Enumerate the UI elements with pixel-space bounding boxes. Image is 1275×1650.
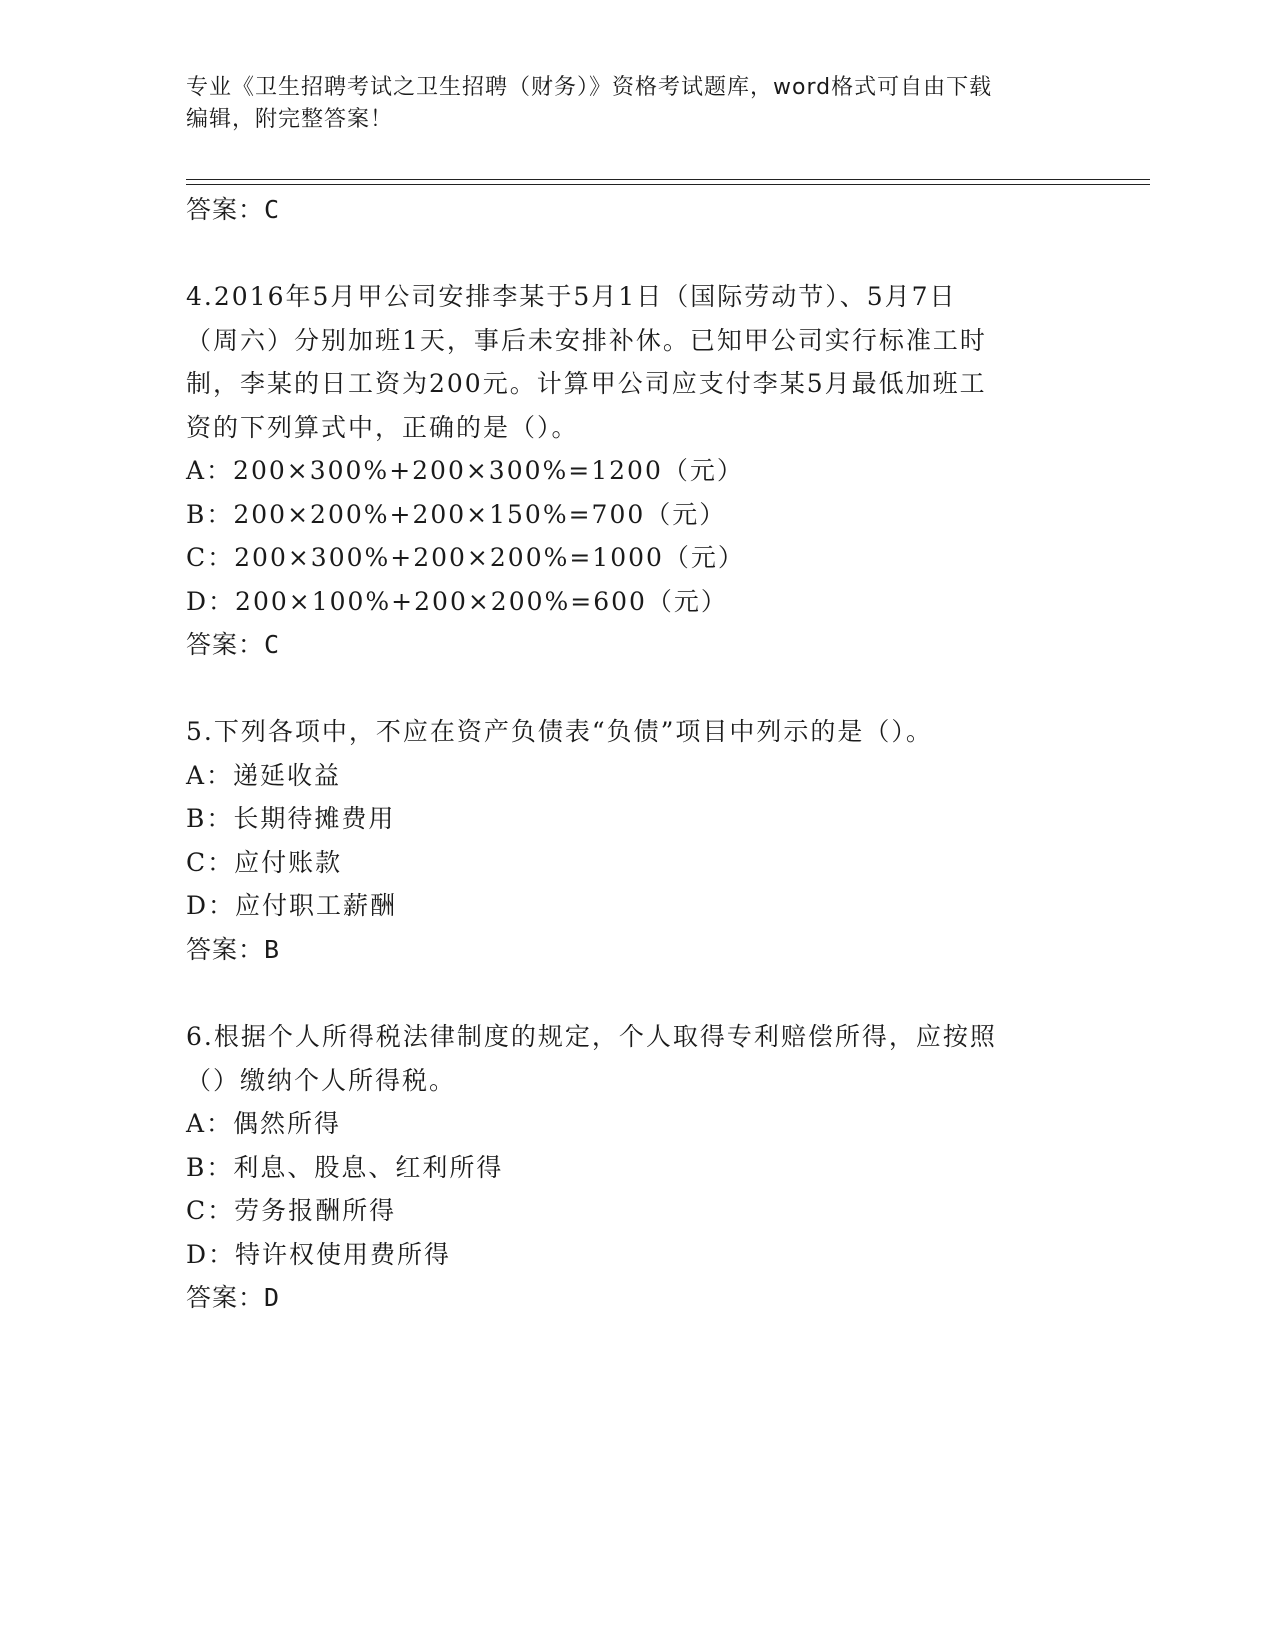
question-4-line-4: 资的下列算式中，正确的是（）。: [186, 413, 579, 442]
question-4-answer: [186, 625, 280, 661]
header-line-2: 编辑，附完整答案！: [186, 107, 394, 132]
question-5-answer: [186, 930, 280, 966]
question-4-option-d: D：200×100%+200×200%=600（元）: [186, 587, 728, 616]
question-4-option-a: A：200×300%+200×300%=1200（元）: [186, 456, 744, 485]
question-6-option-b: B：利息、股息、红利所得: [186, 1153, 504, 1182]
question-6-line-1: 6.根据个人所得税法律制度的规定，个人取得专利赔偿所得，应按照: [186, 1022, 997, 1051]
answer-value: C: [264, 195, 281, 224]
answer-label: 答案：: [186, 195, 265, 224]
header-line-1: 专业《卫生招聘考试之卫生招聘（财务）》资格考试题库，word格式可自由下载: [186, 75, 993, 100]
previous-answer: [186, 190, 280, 226]
question-4-option-c: C：200×300%+200×200%=1000（元）: [186, 543, 745, 572]
document-header: [186, 72, 1066, 136]
question-5-line-1: 5.下列各项中，不应在资产负债表“负债”项目中列示的是（）。: [186, 717, 933, 746]
question-6-answer: [186, 1278, 280, 1314]
answer-value: B: [264, 935, 281, 964]
question-4-line-2: （周六）分别加班1天，事后未安排补休。已知甲公司实行标准工时: [186, 326, 987, 355]
question-5-option-d: D：应付职工薪酬: [186, 891, 398, 920]
question-5-option-c: C：应付账款: [186, 848, 343, 877]
header-divider-top: [186, 179, 1150, 180]
answer-value: C: [264, 630, 281, 659]
header-divider-bottom: [186, 184, 1150, 185]
answer-label: 答案：: [186, 1283, 265, 1312]
answer-label: 答案：: [186, 630, 265, 659]
answer-value: D: [264, 1283, 281, 1312]
question-5-option-b: B：长期待摊费用: [186, 804, 396, 833]
question-4-line-1: 4.2016年5月甲公司安排李某于5月1日（国际劳动节）、5月7日: [186, 282, 957, 311]
question-4-line-3: 制，李某的日工资为200元。计算甲公司应支付李某5月最低加班工: [186, 369, 987, 398]
question-6-option-a: A：偶然所得: [186, 1109, 342, 1138]
question-4-option-b: B：200×200%+200×150%=700（元）: [186, 500, 727, 529]
answer-label: 答案：: [186, 935, 265, 964]
question-6-option-d: D：特许权使用费所得: [186, 1240, 452, 1269]
question-6-option-c: C：劳务报酬所得: [186, 1196, 397, 1225]
question-6-line-2: （）缴纳个人所得税。: [186, 1066, 457, 1095]
question-5-option-a: A：递延收益: [186, 761, 342, 790]
